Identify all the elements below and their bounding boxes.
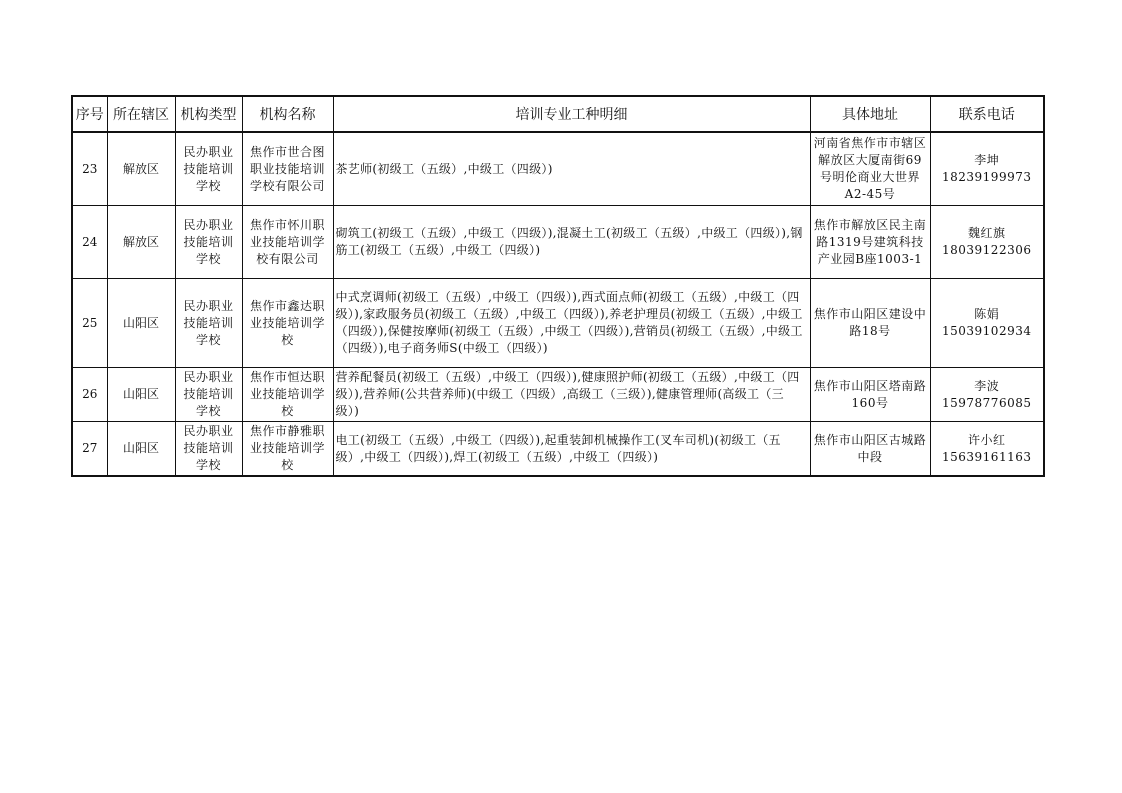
institution-type-cell: 民办职业技能培训学校 — [175, 279, 242, 368]
table-row — [72, 206, 1044, 279]
contact-phone: 15978776085 — [942, 395, 1032, 410]
district-cell: 山阳区 — [107, 422, 175, 477]
contact-name: 李波 — [974, 378, 1000, 393]
address-cell: 焦作市解放区民主南路1319号建筑科技产业园B座1003-1 — [810, 206, 930, 279]
contact-name: 许小红 — [967, 432, 1006, 447]
address-cell: 焦作市山阳区塔南路160号 — [810, 368, 930, 422]
training-details-cell: 营养配餐员(初级工（五级）,中级工（四级）),健康照护师(初级工（五级）,中级工（四级）),营养师(公共营养师)(中级工（四级）,高级工（三级）),健康管理师(高级工（三级）) — [333, 368, 810, 422]
contact-cell — [930, 368, 1044, 422]
contact-name: 李坤 — [974, 153, 1000, 167]
table-row — [72, 368, 1044, 422]
institution-name-cell: 焦作市怀川职业技能培训学校有限公司 — [242, 206, 333, 279]
institution-name-cell: 焦作市恒达职业技能培训学校 — [242, 368, 333, 422]
address-cell: 河南省焦作市市辖区解放区大厦南街69号明伦商业大世界A2-45号 — [810, 132, 930, 206]
contact-name: 陈娟 — [974, 307, 1000, 321]
table-header-row — [72, 96, 1044, 132]
institution-name-cell: 焦作市鑫达职业技能培训学校 — [242, 279, 333, 368]
training-details-cell: 砌筑工(初级工（五级）,中级工（四级）),混凝土工(初级工（五级）,中级工（四级）),钢筋工(初级工（五级）,中级工（四级）) — [333, 206, 810, 279]
district-cell: 山阳区 — [107, 368, 175, 422]
contact-cell — [930, 279, 1044, 368]
institution-name-cell: 焦作市静雅职业技能培训学校 — [242, 422, 333, 477]
address-cell: 焦作市山阳区古城路中段 — [810, 422, 930, 477]
contact-cell — [930, 206, 1044, 279]
header-institution-name: 机构名称 — [242, 96, 333, 132]
contact-cell — [930, 132, 1044, 206]
contact-phone: 18239199973 — [942, 170, 1032, 184]
serial-number-cell: 26 — [72, 368, 107, 422]
serial-number-cell: 24 — [72, 206, 107, 279]
training-details-cell: 电工(初级工（五级）,中级工（四级）),起重装卸机械操作工(叉车司机)(初级工（五级）,中级工（四级）),焊工(初级工（五级）,中级工（四级）) — [333, 422, 810, 477]
institution-type-cell: 民办职业技能培训学校 — [175, 422, 242, 477]
header-address: 具体地址 — [810, 96, 930, 132]
contact-phone: 18039122306 — [942, 243, 1032, 257]
district-cell: 山阳区 — [107, 279, 175, 368]
table-row — [72, 132, 1044, 206]
header-institution-type: 机构类型 — [175, 96, 242, 132]
contact-phone: 15039102934 — [942, 324, 1032, 338]
address-cell: 焦作市山阳区建设中路18号 — [810, 279, 930, 368]
header-training-details: 培训专业工种明细 — [333, 96, 810, 132]
training-details-cell: 茶艺师(初级工（五级）,中级工（四级）) — [333, 132, 810, 206]
district-cell: 解放区 — [107, 206, 175, 279]
district-cell: 解放区 — [107, 132, 175, 206]
serial-number-cell: 25 — [72, 279, 107, 368]
institution-type-cell: 民办职业技能培训学校 — [175, 368, 242, 422]
institution-name-cell: 焦作市世合图职业技能培训学校有限公司 — [242, 132, 333, 206]
table-row — [72, 422, 1044, 477]
serial-number-cell: 23 — [72, 132, 107, 206]
training-institutions-table — [71, 95, 1045, 477]
contact-name: 魏红旗 — [967, 226, 1006, 240]
training-institutions-sheet — [71, 95, 1043, 477]
institution-type-cell: 民办职业技能培训学校 — [175, 132, 242, 206]
institution-type-cell: 民办职业技能培训学校 — [175, 206, 242, 279]
contact-cell — [930, 422, 1044, 477]
serial-number-cell: 27 — [72, 422, 107, 477]
table-row — [72, 279, 1044, 368]
training-details-cell: 中式烹调师(初级工（五级）,中级工（四级）),西式面点师(初级工（五级）,中级工（四级）),家政服务员(初级工（五级）,中级工（四级）),养老护理员(初级工（五级）,中级工（四级）),保健按摩师(初级工（五级）,中级工（四级）),营销员(初级工（五级）,中级工（四级）),电子商务师S(中级工（四级）) — [333, 279, 810, 368]
header-serial-number: 序号 — [72, 96, 107, 132]
header-contact-phone: 联系电话 — [930, 96, 1044, 132]
contact-phone: 15639161163 — [942, 449, 1032, 464]
header-district: 所在辖区 — [107, 96, 175, 132]
